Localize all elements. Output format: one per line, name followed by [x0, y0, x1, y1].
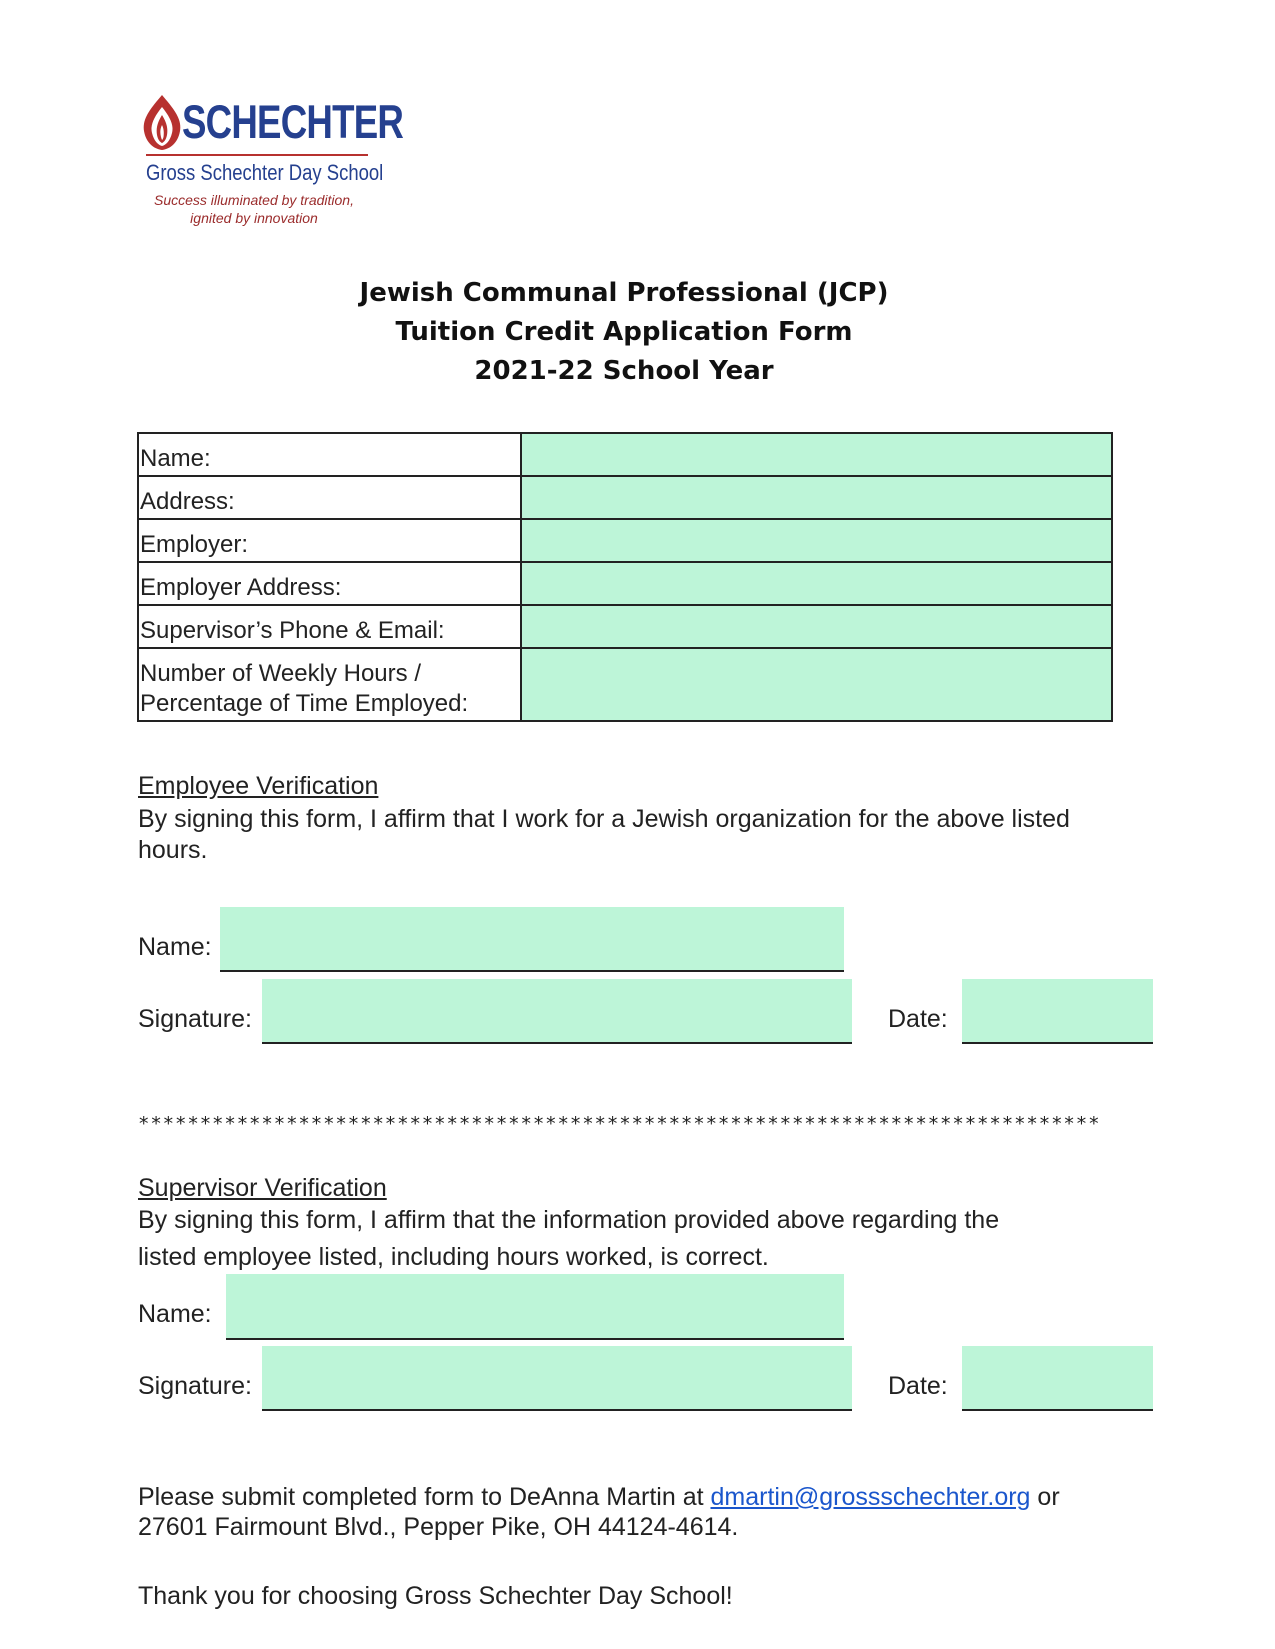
supervisor-verification-heading: Supervisor Verification — [138, 1174, 387, 1202]
supervisor-verification-text-2: listed employee listed, including hours worked, is correct. — [138, 1243, 769, 1271]
employee-date-label: Date: — [888, 1005, 948, 1033]
employer-label: Employer: — [138, 519, 521, 562]
supervisor-contact-field[interactable] — [521, 605, 1112, 648]
submit-suffix: or — [1030, 1483, 1060, 1511]
employee-name-field[interactable] — [220, 907, 844, 972]
supervisor-contact-label: Supervisor’s Phone & Email: — [138, 605, 521, 648]
flame-icon — [140, 93, 184, 151]
employee-signature-label: Signature: — [138, 1005, 252, 1033]
employee-verification-text: By signing this form, I affirm that I work for a Jewish organization for the above listed hours. — [138, 805, 1070, 864]
table-row — [138, 433, 1112, 476]
submit-instructions — [138, 1482, 1060, 1513]
name-label: Name: — [138, 433, 521, 476]
table-row — [138, 648, 1112, 721]
employer-address-label: Employer Address: — [138, 562, 521, 605]
employee-signature-field[interactable] — [262, 979, 852, 1044]
weekly-hours-label — [138, 648, 521, 721]
section-divider: ****************************************************************************** — [138, 1114, 1101, 1134]
table-row — [138, 519, 1112, 562]
table-row — [138, 605, 1112, 648]
weekly-hours-label-line-2: Percentage of Time Employed: — [140, 690, 469, 717]
contact-email-link[interactable]: dmartin@grossschechter.org — [710, 1483, 1031, 1511]
table-row — [138, 562, 1112, 605]
logo-wordmark: SCHECHTER — [182, 95, 404, 148]
supervisor-name-field[interactable] — [226, 1274, 844, 1340]
address-field[interactable] — [521, 476, 1112, 519]
weekly-hours-field[interactable] — [521, 648, 1112, 721]
weekly-hours-label-line-1: Number of Weekly Hours / — [140, 660, 421, 687]
supervisor-signature-field[interactable] — [262, 1346, 852, 1411]
title-line-2: Tuition Credit Application Form — [395, 317, 853, 347]
submit-prefix: Please submit completed form to DeAnna Martin at — [138, 1483, 711, 1511]
title-line-1: Jewish Communal Professional (JCP) — [359, 278, 889, 308]
supervisor-date-field[interactable] — [962, 1346, 1153, 1411]
logo-tagline-2: ignited by innovation — [190, 210, 318, 226]
supervisor-verification-text-1: By signing this form, I affirm that the information provided above regarding the — [138, 1206, 1000, 1234]
address-label: Address: — [138, 476, 521, 519]
thank-you-note: Thank you for choosing Gross Schechter Day School! — [138, 1582, 733, 1610]
employee-name-label: Name: — [138, 933, 212, 961]
title-line-3: 2021-22 School Year — [474, 356, 774, 386]
logo-tagline-1: Success illuminated by tradition, — [154, 192, 354, 208]
supervisor-name-label: Name: — [138, 1300, 212, 1328]
employer-field[interactable] — [521, 519, 1112, 562]
form-title — [0, 274, 1248, 391]
table-row — [138, 476, 1112, 519]
school-logo — [140, 88, 404, 243]
employer-address-field[interactable] — [521, 562, 1112, 605]
supervisor-signature-label: Signature: — [138, 1372, 252, 1400]
supervisor-date-label: Date: — [888, 1372, 948, 1400]
mailing-address: 27601 Fairmount Blvd., Pepper Pike, OH 44124-4614. — [138, 1513, 739, 1541]
applicant-info-table — [137, 432, 1113, 722]
logo-school-name: Gross Schechter Day School — [146, 160, 384, 185]
logo-rule — [146, 154, 368, 156]
name-field[interactable] — [521, 433, 1112, 476]
employee-verification-heading: Employee Verification — [138, 772, 379, 800]
employee-date-field[interactable] — [962, 979, 1153, 1044]
